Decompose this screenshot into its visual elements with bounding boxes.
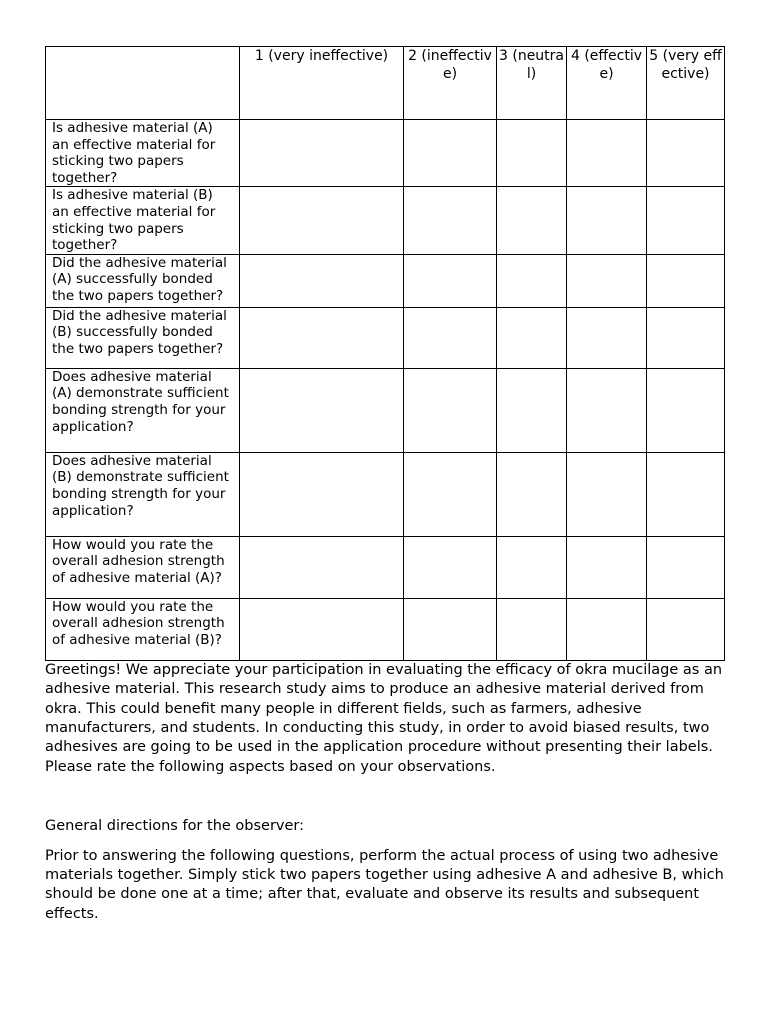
- rating-cell[interactable]: [240, 452, 404, 536]
- intro-paragraph: Greetings! We appreciate your participation in evaluating the efficacy of okra mucilage as an adhesive material. This research study aims to produce an adhesive material derived from okra. This could benefit many people in different fields, such as farmers, adhesive manufacturers, and students. In conducting this study, in order to avoid biased results, two adhesives are going to be used in the application procedure without presenting their labels. Please rate the following aspects based on your observations.: [45, 661, 723, 775]
- question-cell: Did the adhesive material (B) successfully bonded the two papers together?: [46, 307, 240, 368]
- rating-cell[interactable]: [647, 368, 725, 452]
- table-row: [46, 368, 725, 452]
- table-row: [46, 120, 725, 187]
- rating-cell[interactable]: [404, 120, 497, 187]
- rating-cell[interactable]: [647, 187, 725, 254]
- rating-cell[interactable]: [647, 307, 725, 368]
- rating-cell[interactable]: [240, 598, 404, 660]
- rating-cell[interactable]: [497, 368, 567, 452]
- rating-cell[interactable]: [404, 452, 497, 536]
- rating-cell[interactable]: [404, 536, 497, 598]
- header-cell-question: [46, 47, 240, 120]
- rating-cell[interactable]: [567, 598, 647, 660]
- rating-cell[interactable]: [240, 307, 404, 368]
- question-cell: Is adhesive material (B) an effective material for sticking two papers together?: [46, 187, 240, 254]
- table-row: [46, 536, 725, 598]
- document-page: [45, 46, 724, 924]
- rating-cell[interactable]: [647, 254, 725, 307]
- question-cell: Did the adhesive material (A) successfully bonded the two papers together?: [46, 254, 240, 307]
- rating-cell[interactable]: [404, 598, 497, 660]
- rating-table: [45, 46, 725, 661]
- rating-cell[interactable]: [647, 120, 725, 187]
- rating-cell[interactable]: [240, 368, 404, 452]
- rating-cell[interactable]: [497, 254, 567, 307]
- rating-cell[interactable]: [567, 452, 647, 536]
- rating-cell[interactable]: [240, 187, 404, 254]
- rating-cell[interactable]: [497, 598, 567, 660]
- table-row: [46, 187, 725, 254]
- directions-title: General directions for the observer:: [45, 818, 305, 835]
- rating-cell[interactable]: [404, 187, 497, 254]
- table-header-row: [46, 47, 725, 120]
- header-cell-rating-5: 5 (very effective): [647, 47, 725, 120]
- rating-cell[interactable]: [567, 536, 647, 598]
- rating-cell[interactable]: [240, 120, 404, 187]
- rating-cell[interactable]: [567, 120, 647, 187]
- rating-cell[interactable]: [567, 187, 647, 254]
- rating-cell[interactable]: [240, 254, 404, 307]
- table-row: [46, 452, 725, 536]
- rating-cell[interactable]: [240, 536, 404, 598]
- rating-cell[interactable]: [497, 187, 567, 254]
- rating-cell[interactable]: [647, 536, 725, 598]
- table-row: [46, 254, 725, 307]
- question-cell: How would you rate the overall adhesion strength of adhesive material (A)?: [46, 536, 240, 598]
- table-row: [46, 307, 725, 368]
- rating-cell[interactable]: [497, 120, 567, 187]
- question-cell: Does adhesive material (A) demonstrate sufficient bonding strength for your application?: [46, 368, 240, 452]
- rating-cell[interactable]: [404, 307, 497, 368]
- header-cell-rating-3: 3 (neutral): [497, 47, 567, 120]
- question-cell: How would you rate the overall adhesion strength of adhesive material (B)?: [46, 598, 240, 660]
- rating-cell[interactable]: [567, 307, 647, 368]
- question-cell: Is adhesive material (A) an effective material for sticking two papers together?: [46, 120, 240, 187]
- rating-cell[interactable]: [497, 452, 567, 536]
- rating-cell[interactable]: [567, 254, 647, 307]
- rating-cell[interactable]: [404, 368, 497, 452]
- directions-paragraph: Prior to answering the following questions, perform the actual process of using two adhesive materials together. Simply stick two papers together using adhesive A and adhesive B, which should be done one at a time; after that, evaluate and observe its results and subsequent effects.: [45, 847, 724, 922]
- header-cell-rating-4: 4 (effective): [567, 47, 647, 120]
- rating-cell[interactable]: [647, 598, 725, 660]
- question-cell: Does adhesive material (B) demonstrate sufficient bonding strength for your application?: [46, 452, 240, 536]
- rating-cell[interactable]: [497, 307, 567, 368]
- header-cell-rating-1: 1 (very ineffective): [240, 47, 404, 120]
- rating-cell[interactable]: [567, 368, 647, 452]
- rating-cell[interactable]: [497, 536, 567, 598]
- table-row: [46, 598, 725, 660]
- rating-cell[interactable]: [647, 452, 725, 536]
- header-cell-rating-2: 2 (ineffective): [404, 47, 497, 120]
- rating-cell[interactable]: [404, 254, 497, 307]
